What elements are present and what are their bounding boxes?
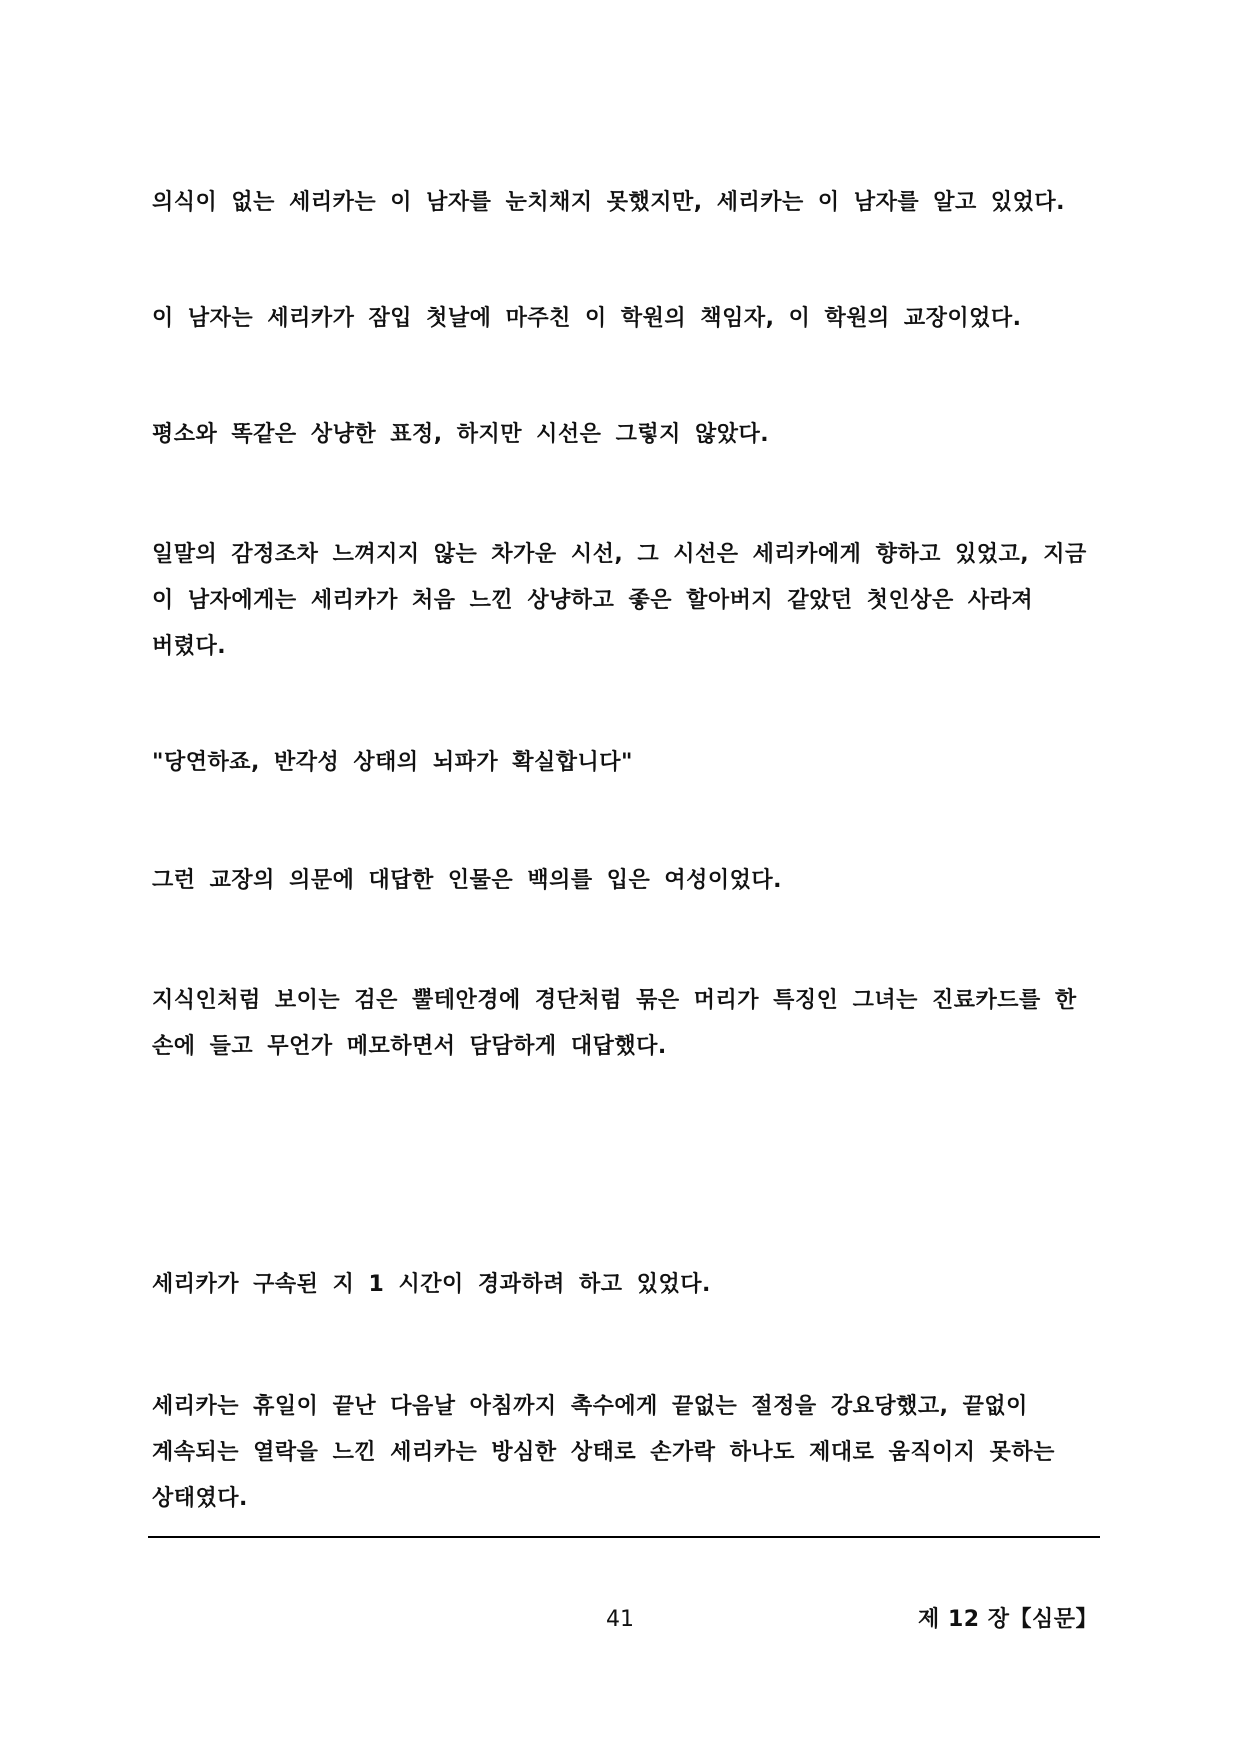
text-line: 세리카가 구속된 지 1 시간이 경과하려 하고 있었다. bbox=[152, 1272, 711, 1297]
paragraph-9 bbox=[152, 1384, 1097, 1522]
text-line: 버렸다. bbox=[152, 634, 227, 659]
text-line: 손에 들고 무언가 메모하면서 담담하게 대답했다. bbox=[152, 1034, 667, 1059]
text-line: 상태였다. bbox=[152, 1486, 248, 1511]
footer-divider bbox=[148, 1536, 1100, 1538]
text-line: "당연하죠, 반각성 상태의 뇌파가 확실합니다" bbox=[152, 750, 633, 775]
paragraph-6 bbox=[152, 858, 1097, 904]
paragraph-4 bbox=[152, 532, 1097, 670]
page-number: 41 bbox=[606, 1607, 634, 1632]
paragraph-1 bbox=[152, 180, 1097, 226]
paragraph-2 bbox=[152, 296, 1097, 342]
text-line: 평소와 똑같은 상냥한 표정, 하지만 시선은 그렇지 않았다. bbox=[152, 422, 770, 447]
text-line: 일말의 감정조차 느껴지지 않는 차가운 시선, 그 시선은 세리카에게 향하고 있었고, 지금 bbox=[152, 542, 1087, 567]
text-line: 의식이 없는 세리카는 이 남자를 눈치채지 못했지만, 세리카는 이 남자를 알고 있었다. bbox=[152, 190, 1066, 215]
paragraph-8 bbox=[152, 1262, 1097, 1308]
paragraph-3 bbox=[152, 412, 1097, 458]
paragraph-5 bbox=[152, 740, 1097, 786]
paragraph-7 bbox=[152, 978, 1097, 1070]
chapter-title: 제 12 장【심문】 bbox=[918, 1607, 1098, 1632]
text-line: 계속되는 열락을 느낀 세리카는 방심한 상태로 손가락 하나도 제대로 움직이지 못하는 bbox=[152, 1440, 1055, 1465]
text-line: 이 남자는 세리카가 잠입 첫날에 마주친 이 학원의 책임자, 이 학원의 교장이었다. bbox=[152, 306, 1022, 331]
text-line: 지식인처럼 보이는 검은 뿔테안경에 경단처럼 묶은 머리가 특징인 그녀는 진료카드를 한 bbox=[152, 988, 1077, 1013]
text-line: 이 남자에게는 세리카가 처음 느낀 상냥하고 좋은 할아버지 같았던 첫인상은 사라져 bbox=[152, 588, 1034, 613]
text-line: 세리카는 휴일이 끝난 다음날 아침까지 촉수에게 끝없는 절정을 강요당했고, 끝없이 bbox=[152, 1394, 1028, 1419]
text-line: 그런 교장의 의문에 대답한 인물은 백의를 입은 여성이었다. bbox=[152, 868, 783, 893]
